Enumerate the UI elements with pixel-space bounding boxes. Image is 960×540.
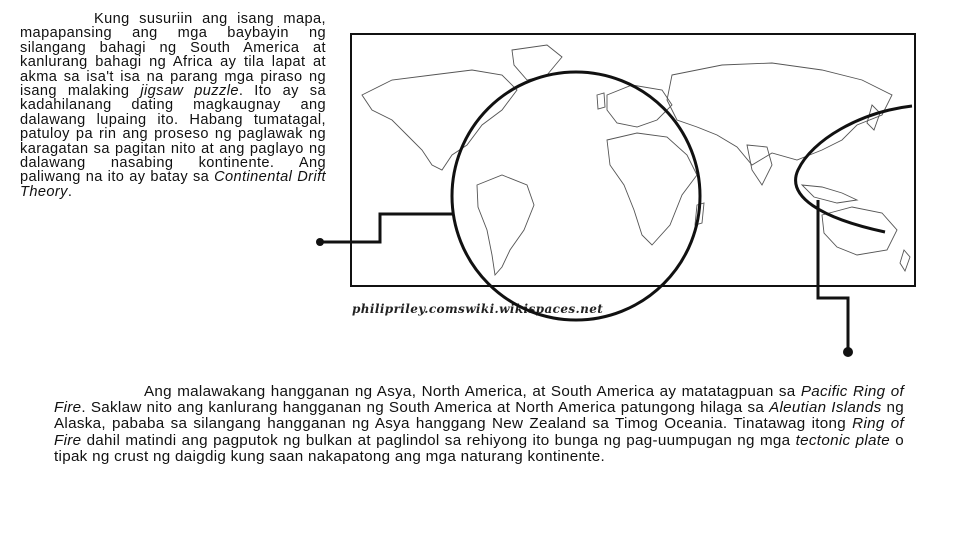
continental-drift-term: Continental Drift Theory (20, 169, 326, 200)
ring-of-fire-paragraph (54, 384, 904, 465)
paragraph-text: . Ito ay sa kadahilanang dating magkaugnay ang dalawang lupaing ito. Habang tumatagal, patuloy pa rin ang proseso ng paglawak ng karagatan sa pagitan nito at ang paglayo ng dalawang nasabing kontinente. Ang paliwang na ito ay batay sa (20, 83, 326, 186)
jigsaw-puzzle-term: jigsaw puzzle (140, 83, 239, 100)
aleutian-islands-term: Aleutian Islands (769, 399, 882, 417)
map-caption: philipriley.comswiki.wikispaces.net (352, 302, 604, 316)
pointer-dot-bottom (843, 347, 853, 357)
atlantic-fit-circle (452, 72, 700, 320)
paragraph-text: Ang malawakang hangganan ng Asya, North America, at South America ay matatagpuan sa (144, 383, 801, 400)
ring-of-fire-arc (796, 106, 912, 232)
pointer-line-ring (818, 200, 848, 352)
tectonic-plate-term: tectonic plate (795, 431, 891, 449)
paragraph-text: . Saklaw nito ang kanlurang hangganan ng South America at North America patungong hilaga sa (81, 399, 770, 417)
paragraph-text: dahil matindi ang pagputok ng bulkan at paglindol sa rehiyong ito bunga ng pag-uumpugan ng mga (81, 431, 796, 449)
pointer-dot-left (316, 238, 324, 246)
pointer-line-circle (320, 214, 452, 242)
paragraph-text: . (67, 183, 73, 200)
paragraph-text: o tipak ng crust ng daigdig kung saan nakapatong ang mga naturang kontinente. (54, 431, 904, 465)
ring-of-fire-term: Ring of Fire (54, 415, 904, 449)
paragraph-text: Kung susuriin ang isang mapa, mapapansing ang mga baybayin ng silangang bahagi ng South America at kanlurang bahagi ng Africa ay tila lapat at akma sa isa't isa na parang mga piraso ng isang malaking (20, 11, 326, 100)
paragraph-text: ng Alaska, pababa sa silangang hangganan ng Asya hanggang New Zealand sa Timog Oceania. Tinatawag itong (54, 399, 904, 433)
pacific-ring-of-fire-term: Pacific Ring of Fire (54, 383, 904, 417)
